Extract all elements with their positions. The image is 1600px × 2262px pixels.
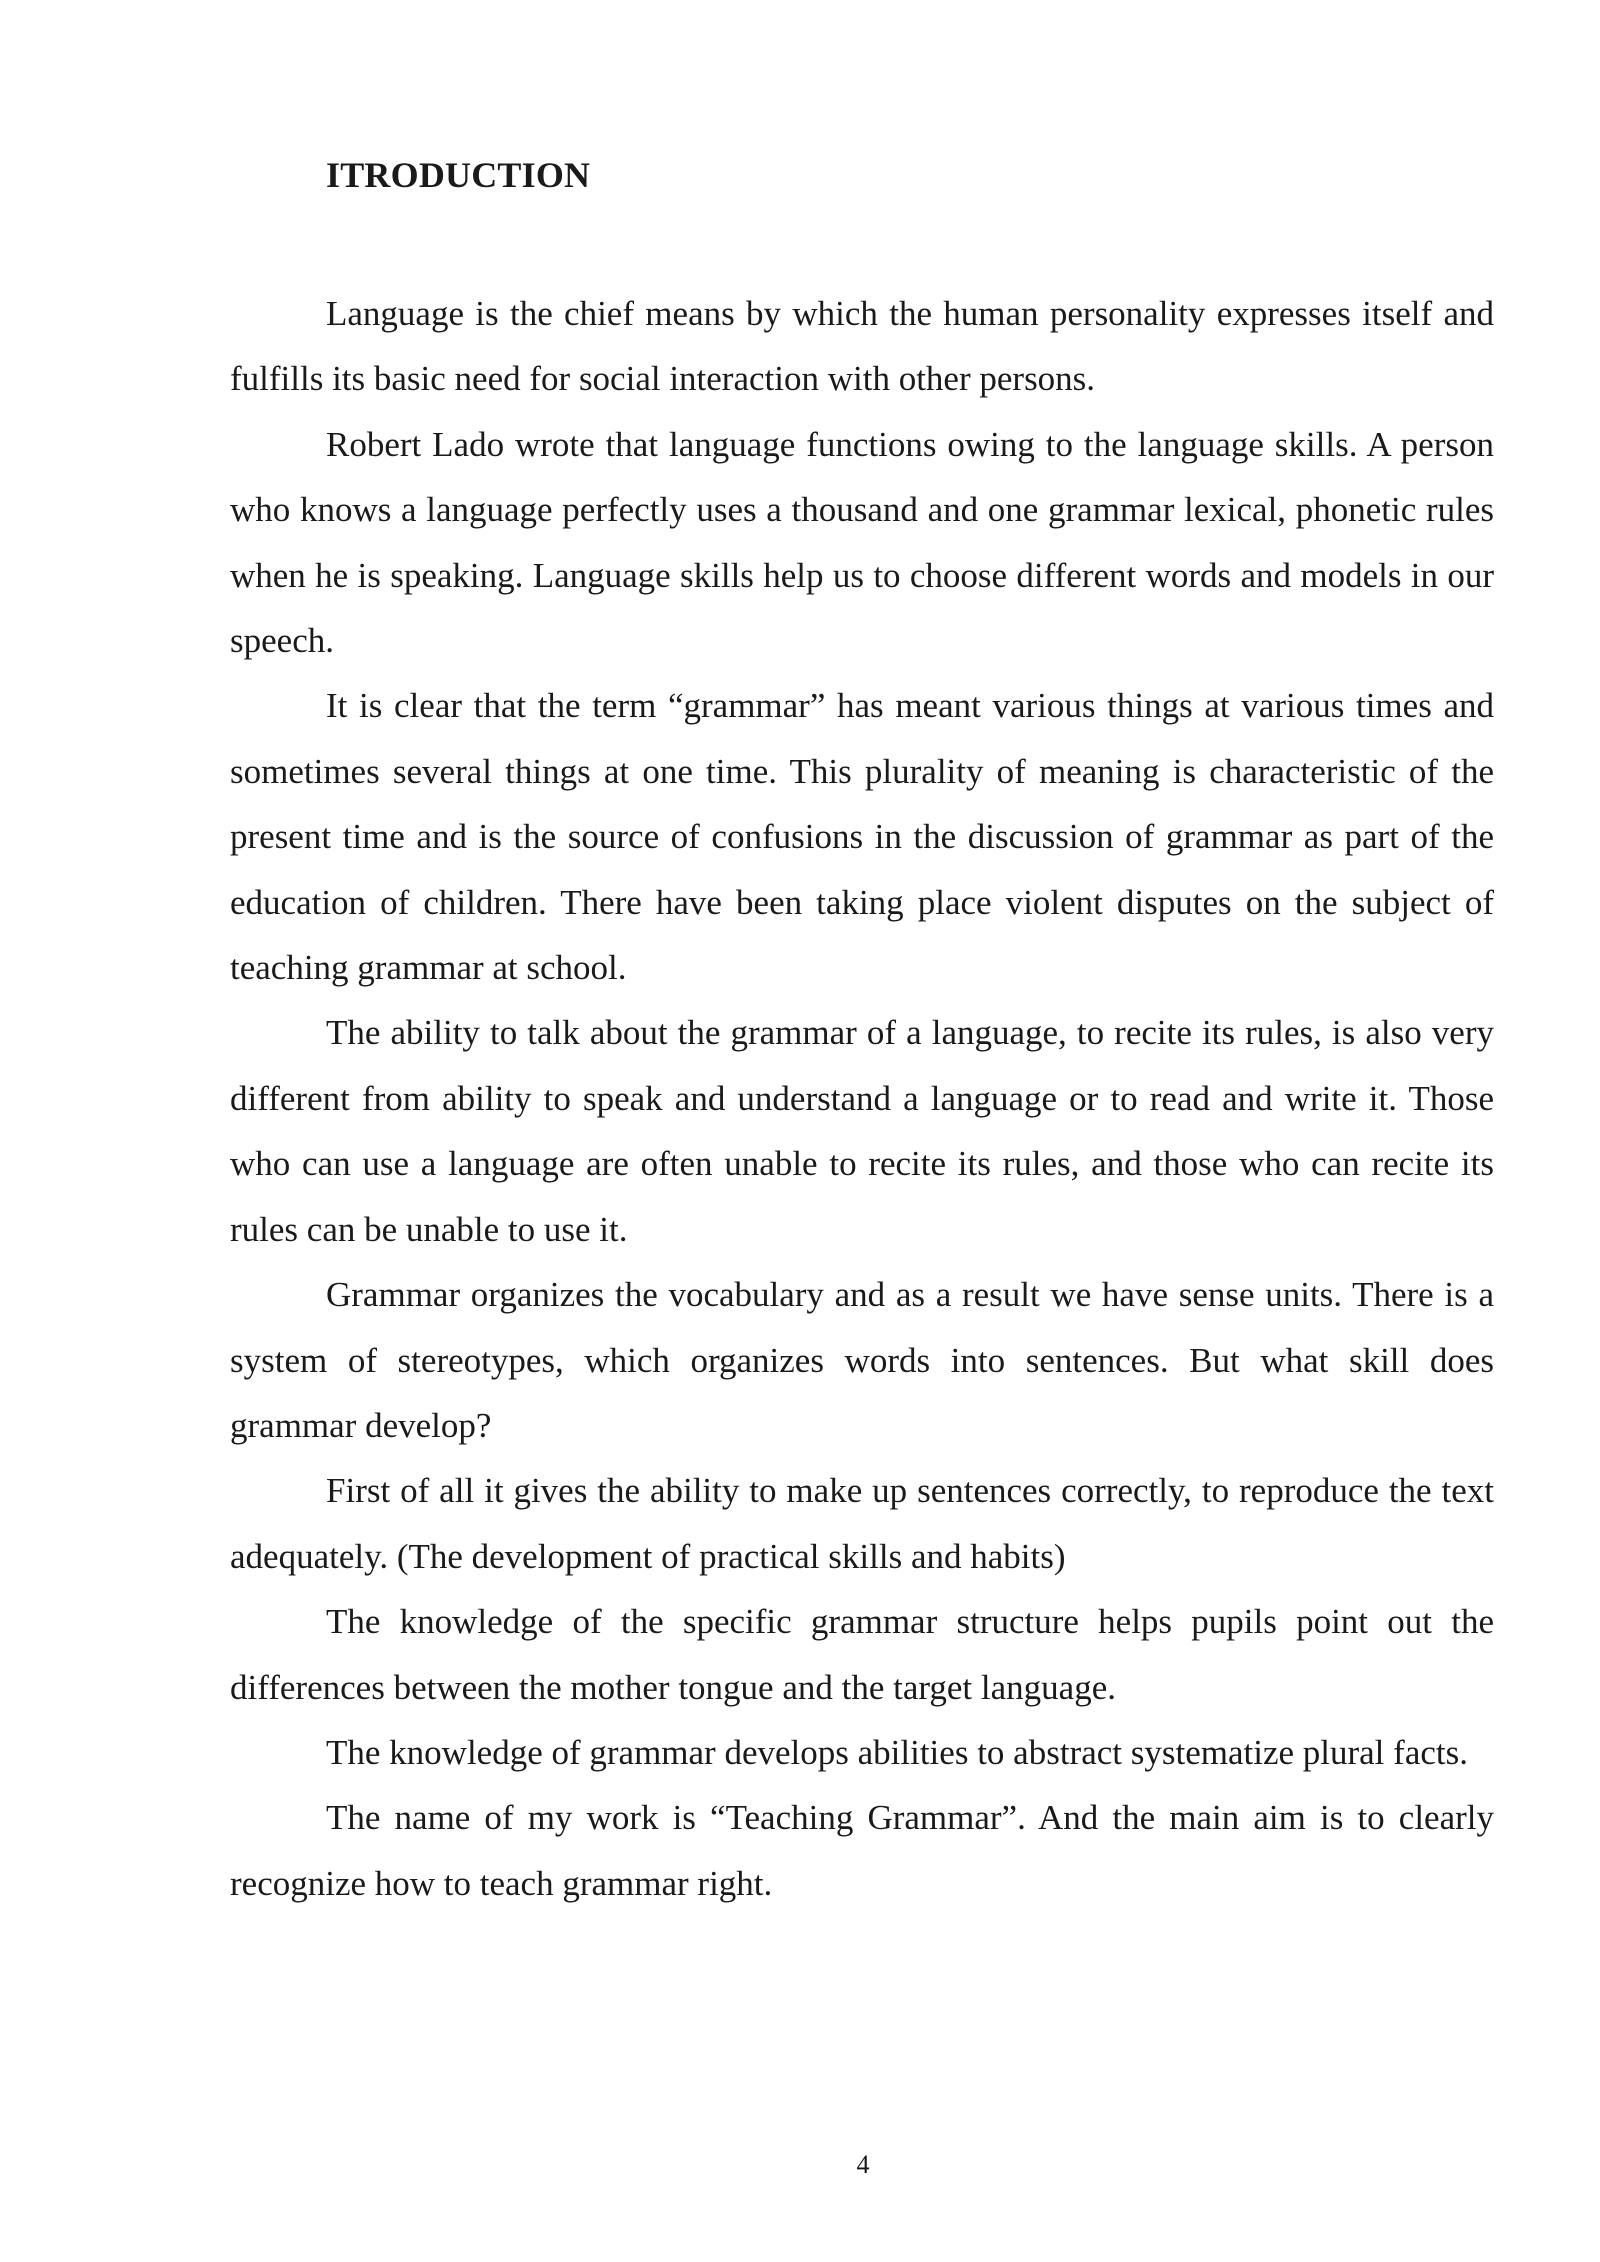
section-heading: ITRODUCTION <box>326 155 591 195</box>
paragraph: Robert Lado wrote that language functions owing to the language skills. A person who knows a language perfectly uses a thousand and one grammar lexical, phonetic rules when he is speaking. Language skills help us to choose different words and models in our speech. <box>230 424 1494 661</box>
paragraph: Grammar organizes the vocabulary and as a result we have sense units. There is a system of stereotypes, which organizes words into sentences. But what skill does grammar develop? <box>230 1275 1494 1445</box>
paragraph: The knowledge of the specific grammar structure helps pupils point out the differences between the mother tongue and the target language. <box>230 1602 1494 1707</box>
paragraph: Language is the chief means by which the human personality expresses itself and fulfills its basic need for social interaction with other persons. <box>230 294 1494 399</box>
paragraph: The ability to talk about the grammar of a language, to recite its rules, is also very different from ability to speak and understand a language or to read and write it. Those who can use a language are often unable to recite its rules, and those who can recite its rules can be unable to use it. <box>230 1013 1494 1249</box>
paragraph: First of all it gives the ability to make up sentences correctly, to reproduce the text adequately. (The development of practical skills and habits) <box>230 1471 1494 1576</box>
page-number: 4 <box>856 2150 870 2179</box>
paragraph: It is clear that the term “grammar” has meant various things at various times and sometimes several things at one time. This plurality of meaning is characteristic of the present time and is the source of confusions in the discussion of grammar as part of the education of children. There have been taking place violent disputes on the subject of teaching grammar at school. <box>230 686 1494 988</box>
paragraph: The name of my work is “Teaching Grammar”. And the main aim is to clearly recognize how to teach grammar right. <box>230 1798 1494 1903</box>
body-text <box>230 281 1494 1916</box>
paragraph: The knowledge of grammar develops abilities to abstract systematize plural facts. <box>326 1732 1468 1772</box>
